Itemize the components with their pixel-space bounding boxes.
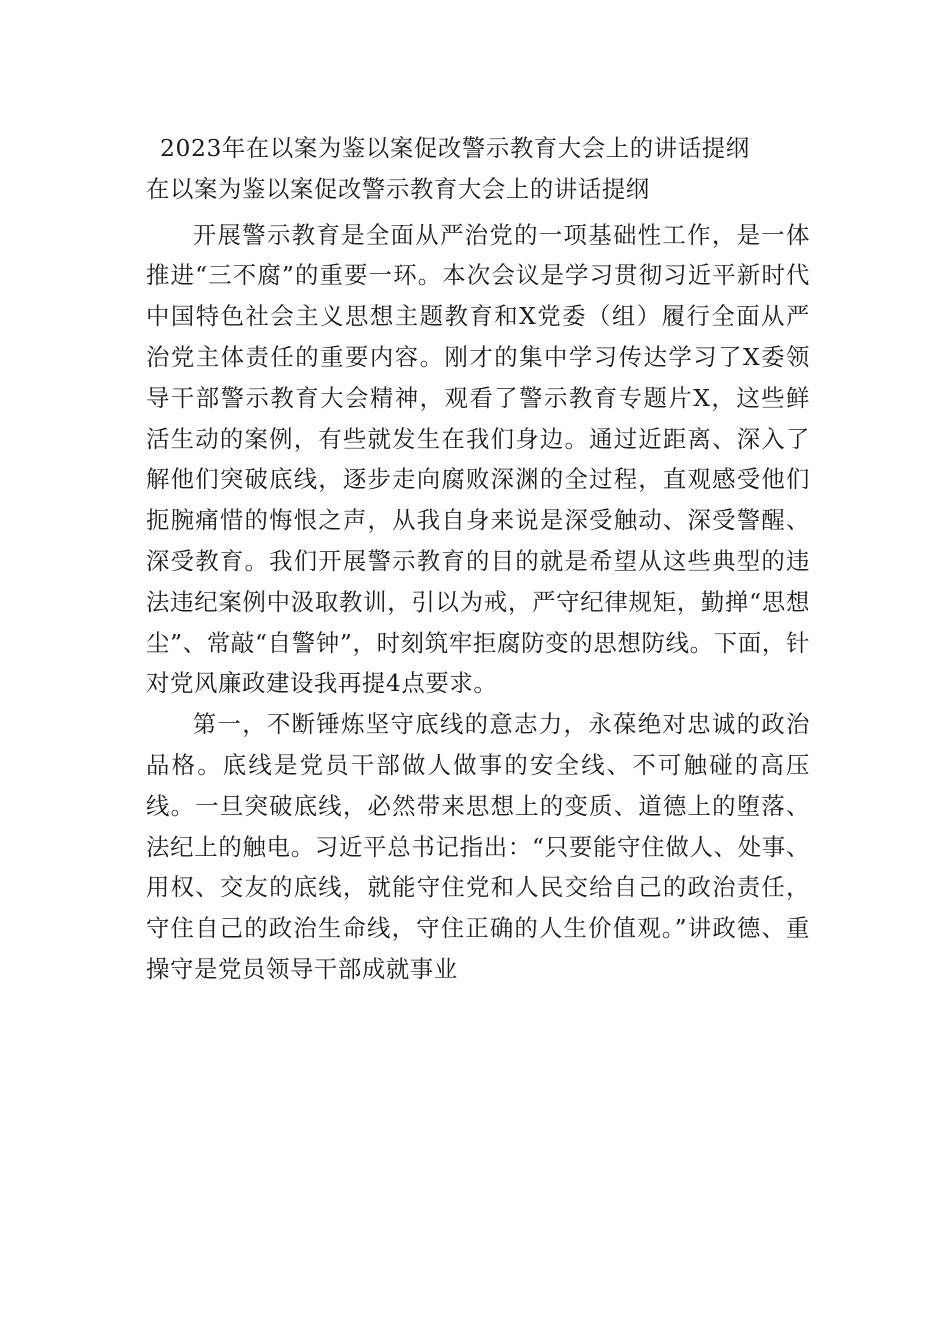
document-title: 2023年在以案为鉴以案促改警示教育大会上的讲话提纲 [160, 134, 750, 162]
paragraph-point-one: 第一，不断锤炼坚守底线的意志力，永葆绝对忠诚的政治品格。底线是党员干部做人做事的安全线、不可触碰的高压线。一旦突破底线，必然带来思想上的变质、道德上的堕落、法纪上的触电。习近平总书记指出：“只要能守住做人、处事、用权、交友的底线，就能守住党和人民交给自己的政治责任，守住自己的政治生命线，守住正确的人生价值观。”讲政德、重操守是党员领导干部成就事业 [146, 710, 810, 983]
document-body [146, 128, 810, 990]
paragraph-intro: 开展警示教育是全面从严治党的一项基础性工作，是一体推进“三不腐”的重要一环。本次会议是学习贯彻习近平新时代中国特色社会主义思想主题教育和X党委（组）履行全面从严治党主体责任的重要内容。刚才的集中学习传达学习了X委领导干部警示教育大会精神，观看了警示教育专题片X，这些鲜活生动的案例，有些就发生在我们身边。通过近距离、深入了解他们突破底线，逐步走向腐败深渊的全过程，直观感受他们扼腕痛惜的悔恨之声，从我自身来说是深受触动、深受警醒、深受教育。我们开展警示教育的目的就是希望从这些典型的违法违纪案例中汲取教训，引以为戒，严守纪律规矩，勤掸“思想尘”、常敲“自警钟”，时刻筑牢拒腐防变的思想防线。下面，针对党风廉政建设我再提4点要求。 [146, 220, 810, 698]
document-subtitle: 在以案为鉴以案促改警示教育大会上的讲话提纲 [146, 174, 650, 203]
